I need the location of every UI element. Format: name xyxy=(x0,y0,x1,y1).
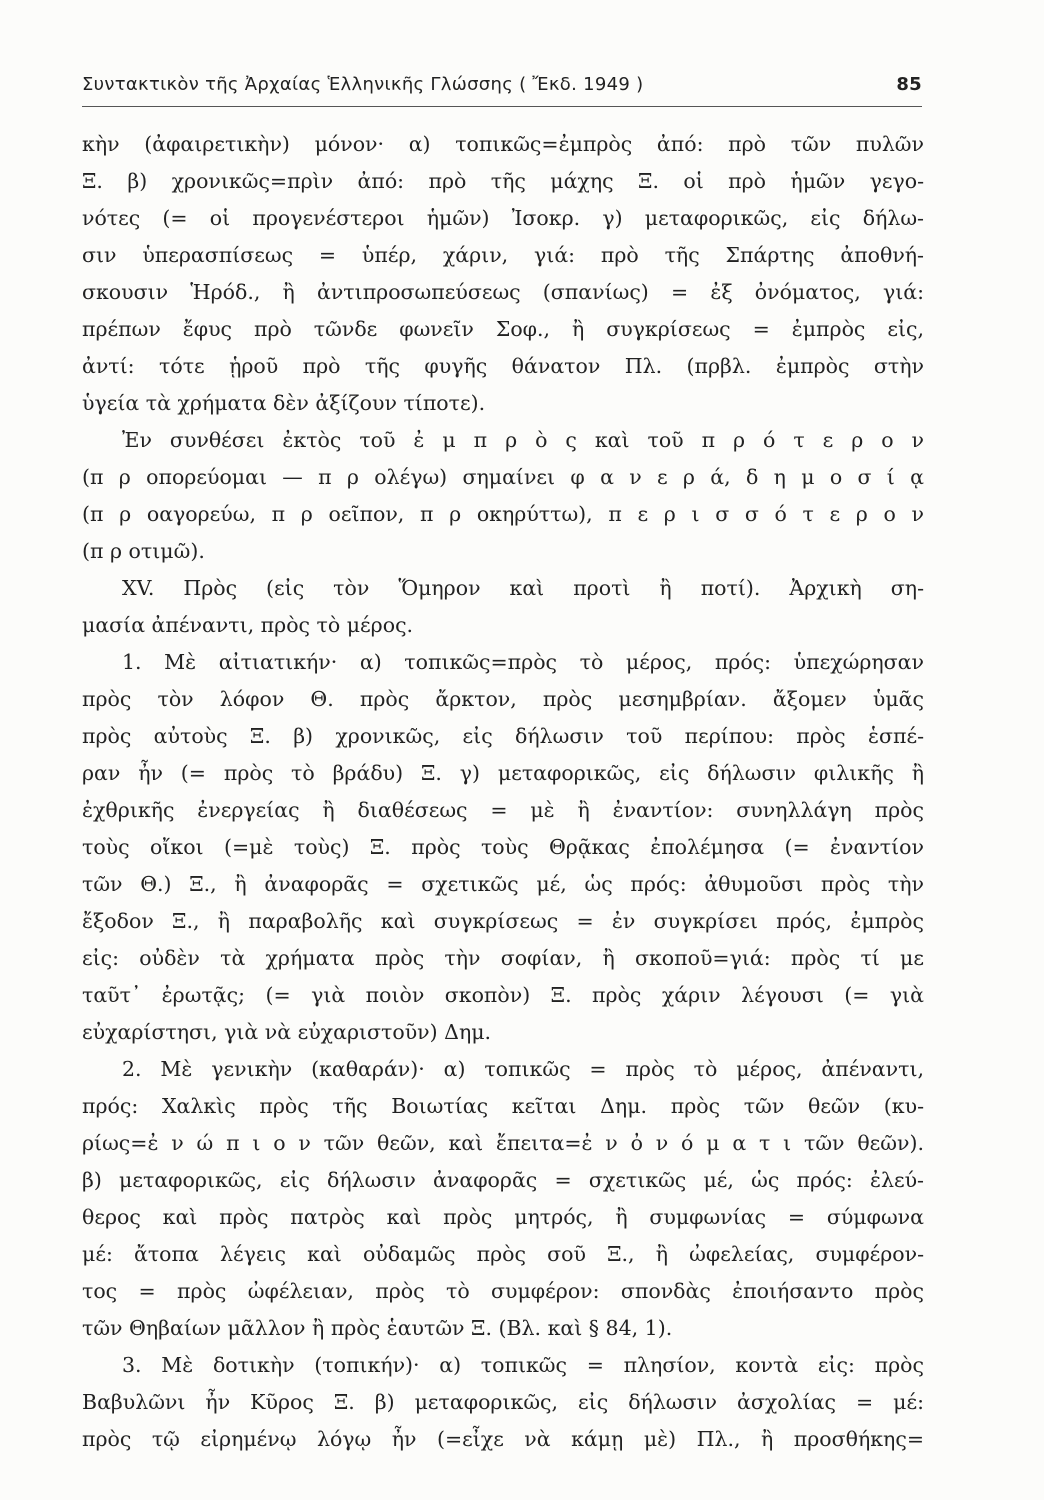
text-line: ραν ἦν (= πρὸς τὸ βράδυ) Ξ. γ) μεταφορικῶς, εἰς δήλωσιν φιλικῆς ἢ xyxy=(82,761,924,785)
header-rule xyxy=(82,106,922,107)
text-line: ἐχθρικῆς ἐνεργείας ἢ διαθέσεως = μὲ ἢ ἐναντίον: συνηλλάγη πρὸς xyxy=(82,798,924,822)
text-line: τος = πρὸς ὠφέλειαν, πρὸς τὸ συμφέρον: σπονδὰς ἐποιήσαντο πρὸς xyxy=(82,1279,924,1303)
text-line: Ἐν συνθέσει ἐκτὸς τοῦ ἐ μ π ρ ὸ ς καὶ τοῦ π ρ ό τ ε ρ ο ν xyxy=(122,428,924,452)
text-line: Βαβυλῶνι ἦν Κῦρος Ξ. β) μεταφορικῶς, εἰς δήλωσιν ἀσχολίας = μέ: xyxy=(82,1390,924,1414)
text-line: 2. Μὲ γενικὴν (καθαράν)· α) τοπικῶς = πρὸς τὸ μέρος, ἀπέναντι, xyxy=(122,1057,924,1081)
text-line: πρέπων ἔφυς πρὸ τῶνδε φωνεῖν Σοφ., ἢ συγκρίσεως = ἐμπρὸς εἰς, xyxy=(82,317,924,341)
text-line: XV. Πρὸς (εἰς τὸν Ὅμηρον καὶ προτὶ ἢ ποτί). Ἀρχικὴ ση- xyxy=(122,576,924,600)
text-line: τῶν Θηβαίων μᾶλλον ἢ πρὸς ἑαυτῶν Ξ. (Βλ. καὶ § 84, 1). xyxy=(82,1316,673,1340)
text-line: σιν ὑπερασπίσεως = ὑπέρ, χάριν, γιά: πρὸ τῆς Σπάρτης ἀποθνή- xyxy=(82,243,924,267)
text-line: πρὸς αὐτοὺς Ξ. β) χρονικῶς, εἰς δήλωσιν τοῦ περίπου: πρὸς ἑσπέ- xyxy=(82,724,924,748)
text-line: 1. Μὲ αἰτιατικήν· α) τοπικῶς=πρὸς τὸ μέρος, πρός: ὑπεχώρησαν xyxy=(122,650,924,674)
running-title: Συντακτικὸν τῆς Ἀρχαίας Ἑλληνικῆς Γλώσσης ( Ἔκδ. 1949 ) xyxy=(82,74,644,95)
text-line: (π ρ οπορεύομαι — π ρ ολέγω) σημαίνει φ α ν ε ρ ά, δ η μ ο σ ί ᾳ xyxy=(82,465,924,489)
text-line: νότες (= οἱ προγενέστεροι ἡμῶν) Ἰσοκρ. γ) μεταφορικῶς, εἰς δήλω- xyxy=(82,206,924,230)
text-line: σκουσιν Ἡρόδ., ἢ ἀντιπροσωπεύσεως (σπανίως) = ἐξ ὀνόματος, γιά: xyxy=(82,280,924,304)
text-line: μασία ἀπέναντι, πρὸς τὸ μέρος. xyxy=(82,613,414,637)
text-line: (π ρ οτιμῶ). xyxy=(82,539,205,563)
running-head xyxy=(82,74,922,104)
text-line: β) μεταφορικῶς, εἰς δήλωσιν ἀναφορᾶς = σχετικῶς μέ, ὡς πρός: ἐλεύ- xyxy=(82,1168,924,1192)
text-line: εὐχαρίστησι, γιὰ νὰ εὐχαριστοῦν) Δημ. xyxy=(82,1020,492,1044)
text-line: ταῦτ᾽ ἐρωτᾷς; (= γιὰ ποιὸν σκοπὸν) Ξ. πρὸς χάριν λέγουσι (= γιὰ xyxy=(82,983,924,1007)
text-line: 3. Μὲ δοτικὴν (τοπικήν)· α) τοπικῶς = πλησίον, κοντὰ εἰς: πρὸς xyxy=(122,1353,924,1377)
text-line: τῶν Θ.) Ξ., ἢ ἀναφορᾶς = σχετικῶς μέ, ὡς πρός: ἀθυμοῦσι πρὸς τὴν xyxy=(82,872,924,896)
text-line: πρὸς τῷ εἰρημένῳ λόγῳ ἦν (=εἶχε νὰ κάμῃ μὲ) Πλ., ἢ προσθήκης= xyxy=(82,1427,924,1451)
body-text xyxy=(82,126,924,1458)
text-line: τοὺς οἴκοι (=μὲ τοὺς) Ξ. πρὸς τοὺς Θρᾷκας ἐπολέμησα (= ἐναντίον xyxy=(82,835,924,859)
text-line: πρός: Χαλκὶς πρὸς τῆς Βοιωτίας κεῖται Δημ. πρὸς τῶν θεῶν (κυ- xyxy=(82,1094,924,1118)
text-line: ἀντί: τότε ᾑροῦ πρὸ τῆς φυγῆς θάνατον Πλ. (πρβλ. ἐμπρὸς στὴν xyxy=(82,354,924,378)
page-number: 85 xyxy=(896,74,922,95)
text-line: πρὸς τὸν λόφον Θ. πρὸς ἄρκτον, πρὸς μεσημβρίαν. ἄξομεν ὑμᾶς xyxy=(82,687,924,711)
text-line: μέ: ἄτοπα λέγεις καὶ οὐδαμῶς πρὸς σοῦ Ξ., ἢ ὠφελείας, συμφέρον- xyxy=(82,1242,924,1266)
text-line: (π ρ οαγορεύω, π ρ οεῖπον, π ρ οκηρύττω), π ε ρ ι σ σ ό τ ε ρ ο ν xyxy=(82,502,924,526)
text-line: θερος καὶ πρὸς πατρὸς καὶ πρὸς μητρός, ἢ συμφωνίας = σύμφωνα xyxy=(82,1205,924,1229)
text-line: ρίως=ἐ ν ώ π ι ο ν τῶν θεῶν, καὶ ἔπειτα=ἐ ν ὀ ν ό μ α τ ι τῶν θεῶν). xyxy=(82,1131,924,1155)
text-line: εἰς: οὐδὲν τὰ χρήματα πρὸς τὴν σοφίαν, ἢ σκοποῦ=γιά: πρὸς τί με xyxy=(82,946,924,970)
text-line: κὴν (ἀφαιρετικὴν) μόνον· α) τοπικῶς=ἐμπρὸς ἀπό: πρὸ τῶν πυλῶν xyxy=(82,132,924,156)
text-line: Ξ. β) χρονικῶς=πρὶν ἀπό: πρὸ τῆς μάχης Ξ. οἱ πρὸ ἡμῶν γεγο- xyxy=(82,169,924,193)
text-line: ἔξοδον Ξ., ἢ παραβολῆς καὶ συγκρίσεως = ἐν συγκρίσει πρός, ἐμπρὸς xyxy=(82,909,924,933)
text-line: ὑγεία τὰ χρήματα δὲν ἀξίζουν τίποτε). xyxy=(82,391,486,415)
